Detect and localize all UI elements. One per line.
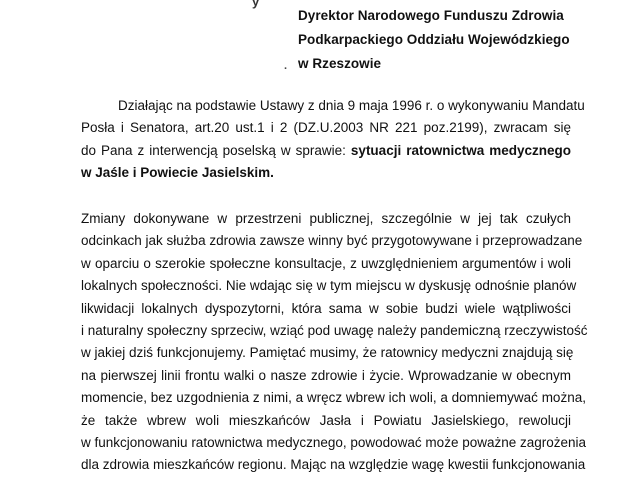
paragraph-line: likwidacji lokalnych dyspozytorni, która sama w sobie budzi wiele wątpliwości [81, 300, 571, 316]
addressee-line-1: Dyrektor Narodowego Funduszu Zdrowia [298, 8, 564, 23]
addressee-line-3: w Rzeszowie [298, 56, 382, 71]
paragraph-text: do Pana z interwencją poselską w sprawie: [81, 142, 351, 158]
paragraph-line: Działając na podstawie Ustawy z dnia 9 maja 1996 r. o wykonywaniu Mandatu [118, 98, 585, 113]
addressee-line-2: Podkarpackiego Oddziału Wojewódzkiego [298, 32, 570, 47]
margin-mark: . [284, 60, 288, 72]
paragraph-line: w funkcjonowaniu ratownictwa medycznego, powodować może poważne zagrożenia [81, 435, 587, 451]
subject-bold: sytuacji ratownictwa medycznego [350, 142, 571, 158]
paragraph-line: dla zdrowia mieszkańców regionu. Mając na względzie wagę kwestii funkcjonowania [81, 457, 586, 473]
paragraph-line: lokalnych społeczności. Nie wdając się w tym miejscu w dyskusję odnośnie planów [81, 278, 577, 294]
header-fragment: y [252, 0, 260, 9]
paragraph-line: Zmiany dokonywane w przestrzeni publicznej, szczególnie w jej tak czułych [81, 211, 571, 226]
paragraph-line: w oparciu o szerokie społeczne konsultacje, z uwzględnieniem argumentów i woli [81, 255, 571, 271]
paragraph-line [81, 140, 571, 162]
subject-bold-line: w Jaśle i Powiecie Jasielskim. [81, 165, 274, 181]
paragraph-line: na pierwszej linii frontu walki o nasze zdrowie i życie. Wprowadzanie w obecnym [81, 367, 571, 383]
paragraph-intervention [81, 95, 585, 185]
paragraph-line: momencie, bez uzgodnienia z nimi, a wręcz wbrew ich woli, a domniemywać można, [81, 390, 586, 406]
paragraph-justification [81, 208, 588, 477]
paragraph-line: w jakiej dziś funkcjonujemy. Pamiętać musimy, że ratownicy medyczni znajdują się [81, 345, 574, 361]
paragraph-line: Posła i Senatora, art.20 ust.1 i 2 (DZ.U.2003 NR 221 poz.2199), zwracam się [81, 120, 571, 136]
paragraph-line: odcinkach jak służba zdrowia zawsze winny być przygotowywane i przeprowadzane [81, 233, 583, 249]
paragraph-line: że także wbrew woli mieszkańców Jasła i Powiatu Jasielskiego, rewolucji [81, 412, 571, 428]
paragraph-line: i naturalny społeczny sprzeciw, wziąć pod uwagę należy pandemiczną rzeczywistość [81, 323, 588, 339]
